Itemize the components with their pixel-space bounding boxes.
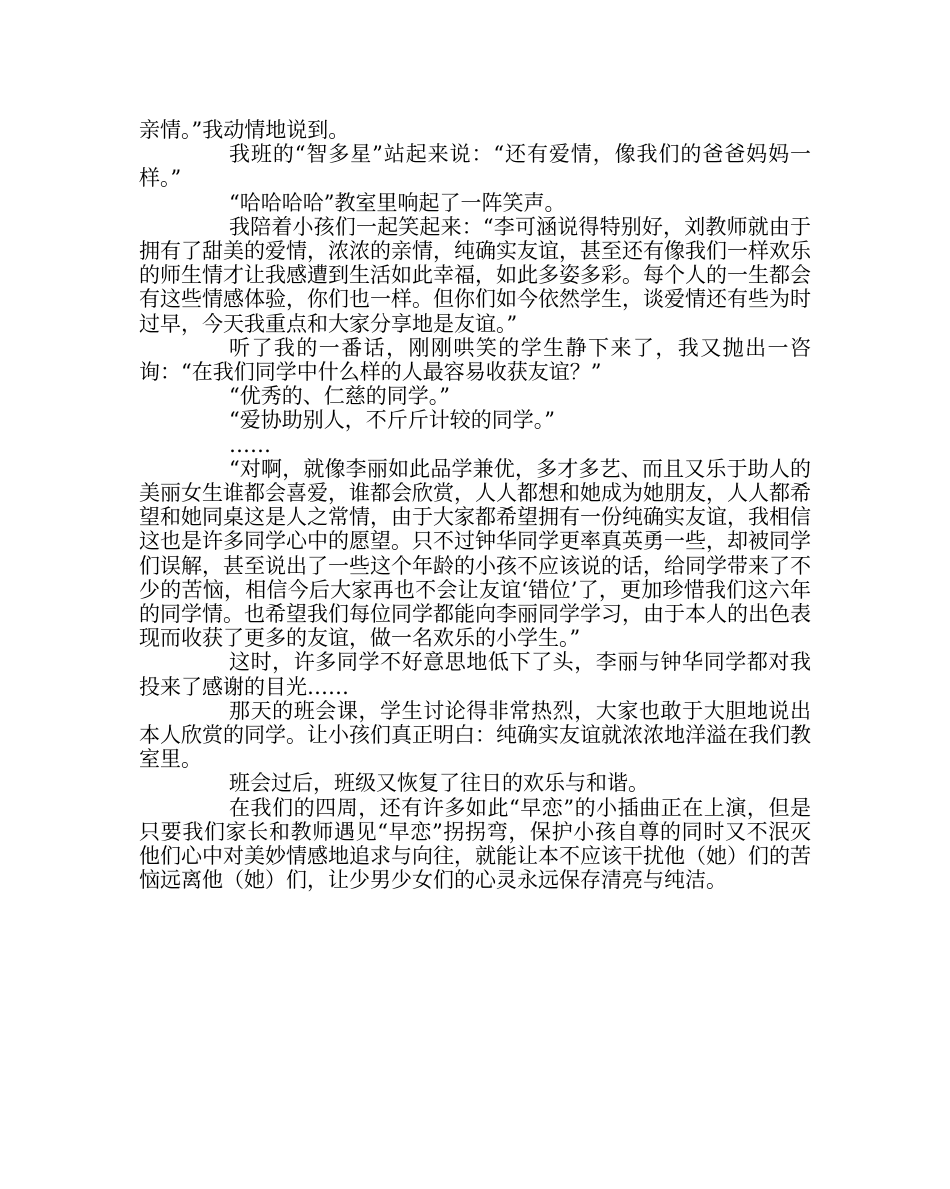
paragraph-9: “对啊，就像李丽如此品学兼优，多才多艺、而且又乐于助人的美丽女生谁都会喜爱，谁都会欣赏，人人都想和她成为她朋友，人人都希望和她同桌这是人之常情，由于大家都希望拥有一份纯确实友谊，我相信这也是许多同学心中的愿望。只不过钟华同学更率真英勇一些，却被同学们误解，甚至说出了一些这个年龄的小孩不应该说的话，给同学带来了不少的苦恼，相信今后大家再也不会让友谊‘错位’了，更加珍惜我们这六年的同学情。也希望我们每位同学都能向李丽同学学习，由于本人的出色表现而收获了更多的友谊，做一名欢乐的小学生。”	[139, 456, 811, 651]
paragraph-5: 听了我的一番话，刚刚哄笑的学生静下来了，我又抛出一咨询：“在我们同学中什么样的人最容易收获友谊？”	[139, 335, 811, 385]
paragraph-6: “优秀的、仁慈的同学。”	[229, 384, 450, 409]
paragraph-2: 我班的“智多星”站起来说：“还有爱情，像我们的爸爸妈妈一样。”	[139, 142, 811, 191]
paragraph-13: 在我们的四周，还有许多如此“早恋”的小插曲正在上演，但是只要我们家长和教师遇见“早恋”拐拐弯，保护小孩自尊的同时又不泯灭他们心中对美妙情感地追求与向往，就能让本不应该干扰他（她）们的苦恼远离他（她）们，让少男少女们的心灵永远保存清亮与纯洁。	[139, 795, 811, 893]
document-body	[139, 118, 811, 893]
paragraph-8: ……	[229, 432, 271, 457]
paragraph-10: 这时，许多同学不好意思地低下了头，李丽与钟华同学都对我投来了感谢的目光……	[139, 650, 811, 699]
paragraph-12: 班会过后，班级又恢复了往日的欢乐与和谐。	[229, 771, 649, 796]
paragraph-3: “哈哈哈哈”教室里响起了一阵笑声。	[229, 190, 566, 215]
paragraph-11: 那天的班会课，学生讨论得非常热烈，大家也敢于大胆地说出本人欣赏的同学。让小孩们真正明白：纯确实友谊就浓浓地洋溢在我们教室里。	[139, 698, 811, 772]
paragraph-1: 亲情。”我动情地说到。	[139, 118, 350, 142]
paragraph-4: 我陪着小孩们一起笑起来：“李可涵说得特别好，刘教师就由于拥有了甜美的爱情，浓浓的亲情，纯确实友谊，甚至还有像我们一样欢乐的师生情才让我感遭到生活如此幸福，如此多姿多彩。每个人的一生都会有这些情感体验，你们也一样。但你们如今依然学生，谈爱情还有些为时过早，今天我重点和大家分享地是友谊。”	[139, 214, 811, 336]
paragraph-7: “爱协助别人，不斤斤计较的同学。”	[229, 408, 555, 433]
